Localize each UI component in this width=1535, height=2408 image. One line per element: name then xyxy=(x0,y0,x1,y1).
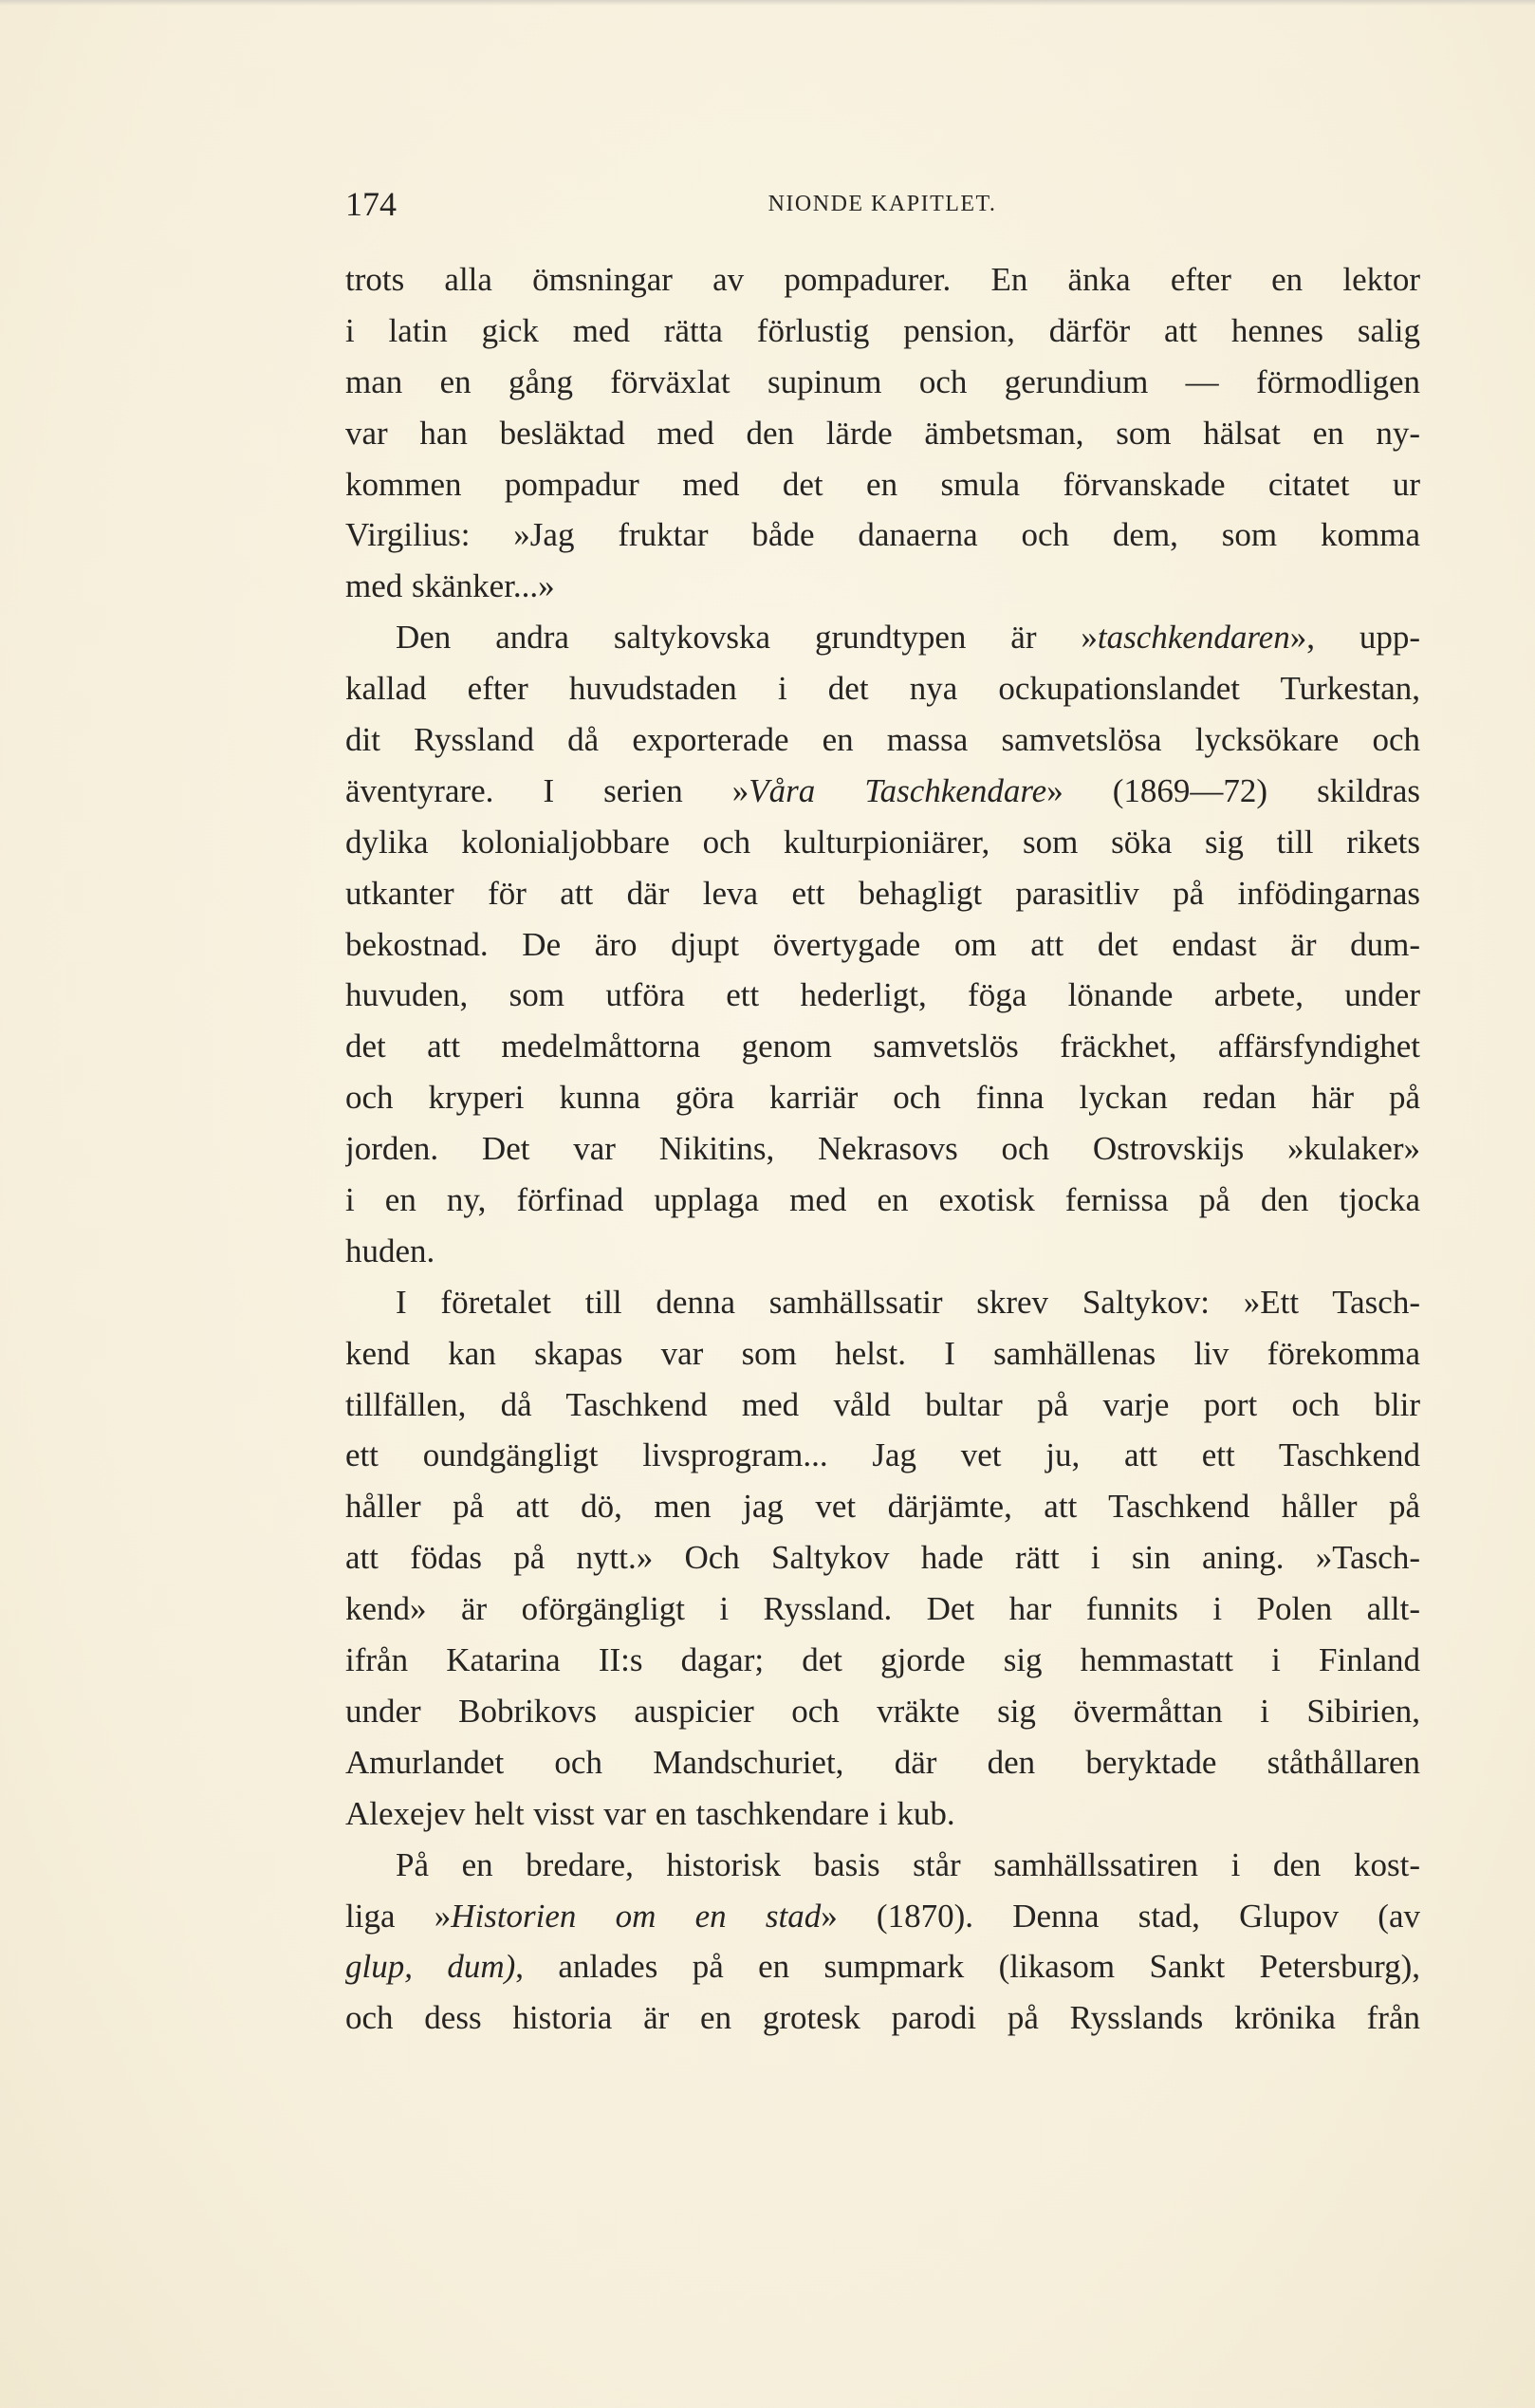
text-segment: bekostnad. De äro djupt övertygade om att det endast är dum- xyxy=(345,925,1420,963)
text-segment: kend» är oförgängligt i Ryssland. Det har funnits i Polen allt- xyxy=(345,1590,1420,1628)
text-line xyxy=(345,1635,1420,1686)
text-segment: med skänker...» xyxy=(345,567,555,605)
text-line xyxy=(345,1686,1420,1737)
text-line xyxy=(345,817,1420,868)
text-line xyxy=(345,408,1420,459)
text-segment: Amurlandet och Mandschuriet, där den beryktade ståthållaren xyxy=(345,1743,1420,1781)
text-segment: ett oundgängligt livsprogram... Jag vet ju, att ett Taschkend xyxy=(345,1436,1420,1474)
text-segment: i en ny, förfinad upplaga med en exotisk fernissa på den tjocka xyxy=(345,1181,1420,1219)
text-line xyxy=(345,1277,1420,1328)
text-line xyxy=(345,1481,1420,1532)
text-segment: dylika kolonialjobbare och kulturpioniärer, som söka sig till rikets xyxy=(345,823,1420,861)
text-line xyxy=(345,459,1420,510)
text-line xyxy=(345,561,1420,612)
text-line xyxy=(345,1380,1420,1431)
text-segment: ifrån Katarina II:s dagar; det gjorde sig hemmastatt i Finland xyxy=(345,1641,1420,1679)
text-line xyxy=(345,1430,1420,1481)
text-segment: under Bobrikovs auspicier och vräkte sig övermåttan i Sibirien, xyxy=(345,1692,1420,1730)
text-line xyxy=(345,1941,1420,1992)
text-line xyxy=(345,766,1420,817)
page-edge xyxy=(0,0,1535,6)
text-line xyxy=(345,1175,1420,1226)
text-line xyxy=(345,970,1420,1021)
italic-title-text: Våra Taschkendare xyxy=(749,771,1047,809)
running-head: NIONDE KAPITLET. xyxy=(768,192,997,216)
text-segment: , anlades på en sumpmark (likasom Sankt Petersburg), xyxy=(515,1948,1420,1986)
italic-title-text: glup, dum) xyxy=(345,1948,516,1986)
text-line xyxy=(345,919,1420,971)
text-segment: äventyrare. I serien » xyxy=(345,771,749,809)
text-line xyxy=(345,306,1420,357)
text-segment: På en bredare, historisk basis står samhällssatiren i den kost- xyxy=(396,1845,1420,1883)
text-line xyxy=(345,1992,1420,2044)
text-line xyxy=(345,1584,1420,1635)
text-segment: man en gång förväxlat supinum och gerundium — förmodligen xyxy=(345,362,1420,400)
text-line xyxy=(345,1532,1420,1584)
text-segment: och kryperi kunna göra karriär och finna lyckan redan här på xyxy=(345,1079,1420,1117)
italic-title-text: Historien om en stad xyxy=(451,1897,822,1935)
text-segment: att födas på nytt.» Och Saltykov hade rätt i sin aning. »Tasch- xyxy=(345,1539,1420,1577)
text-line xyxy=(345,714,1420,766)
text-segment: I företalet till denna samhällssatir skrev Saltykov: »Ett Tasch- xyxy=(396,1283,1420,1321)
text-segment: Alexejev helt visst var en taschkendare i kub. xyxy=(345,1794,955,1832)
body-text xyxy=(345,254,1420,2044)
text-segment: i latin gick med rätta förlustig pension, därför att hennes salig xyxy=(345,311,1420,349)
italic-title-text: taschkendaren xyxy=(1097,619,1290,657)
text-segment: » (1870). Denna stad, Glupov (av xyxy=(821,1897,1420,1935)
text-segment: kend kan skapas var som helst. I samhällenas liv förekomma xyxy=(345,1334,1420,1372)
text-segment: huden. xyxy=(345,1232,435,1269)
text-line xyxy=(345,1226,1420,1277)
text-line xyxy=(345,612,1420,663)
text-segment: tillfällen, då Taschkend med våld bultar på varje port och blir xyxy=(345,1385,1420,1423)
text-line xyxy=(345,1328,1420,1380)
text-line xyxy=(345,1072,1420,1123)
text-line xyxy=(345,1788,1420,1840)
text-line xyxy=(345,1123,1420,1175)
text-line xyxy=(345,509,1420,561)
text-segment: kommen pompadur med det en smula förvanskade citatet ur xyxy=(345,465,1420,503)
text-line xyxy=(345,1737,1420,1788)
text-segment: och dess historia är en grotesk parodi på Rysslands krönika från xyxy=(345,1999,1420,2037)
text-line xyxy=(345,1891,1420,1942)
text-segment: var han besläktad med den lärde ämbetsman, som hälsat en ny- xyxy=(345,414,1420,452)
text-segment: Den andra saltykovska grundtypen är » xyxy=(396,619,1098,657)
text-line xyxy=(345,254,1420,306)
text-line xyxy=(345,868,1420,919)
text-segment: liga » xyxy=(345,1897,452,1935)
text-segment: », upp- xyxy=(1289,619,1420,657)
text-segment: huvuden, som utföra ett hederligt, föga lönande arbete, under xyxy=(345,976,1420,1014)
text-segment: dit Ryssland då exporterade en massa samvetslösa lycksökare och xyxy=(345,721,1420,759)
text-segment: » (1869—72) skildras xyxy=(1046,771,1420,809)
text-line xyxy=(345,357,1420,408)
text-line xyxy=(345,1021,1420,1072)
text-line xyxy=(345,1840,1420,1891)
text-segment: håller på att dö, men jag vet därjämte, att Taschkend håller på xyxy=(345,1488,1420,1526)
text-segment: utkanter för att där leva ett behagligt parasitliv på infödingarnas xyxy=(345,874,1420,912)
text-segment: jorden. Det var Nikitins, Nekrasovs och Ostrovskijs »kulaker» xyxy=(345,1130,1420,1168)
text-segment: trots alla ömsningar av pompadurer. En änka efter en lektor xyxy=(345,261,1420,298)
text-segment: kallad efter huvudstaden i det nya ockupationslandet Turkestan, xyxy=(345,670,1420,708)
text-line xyxy=(345,663,1420,714)
text-segment: Virgilius: »Jag fruktar både danaerna och dem, som komma xyxy=(345,516,1420,554)
text-segment: det att medelmåttorna genom samvetslös fräckhet, affärsfyndighet xyxy=(345,1028,1420,1065)
page-number: 174 xyxy=(345,185,397,223)
